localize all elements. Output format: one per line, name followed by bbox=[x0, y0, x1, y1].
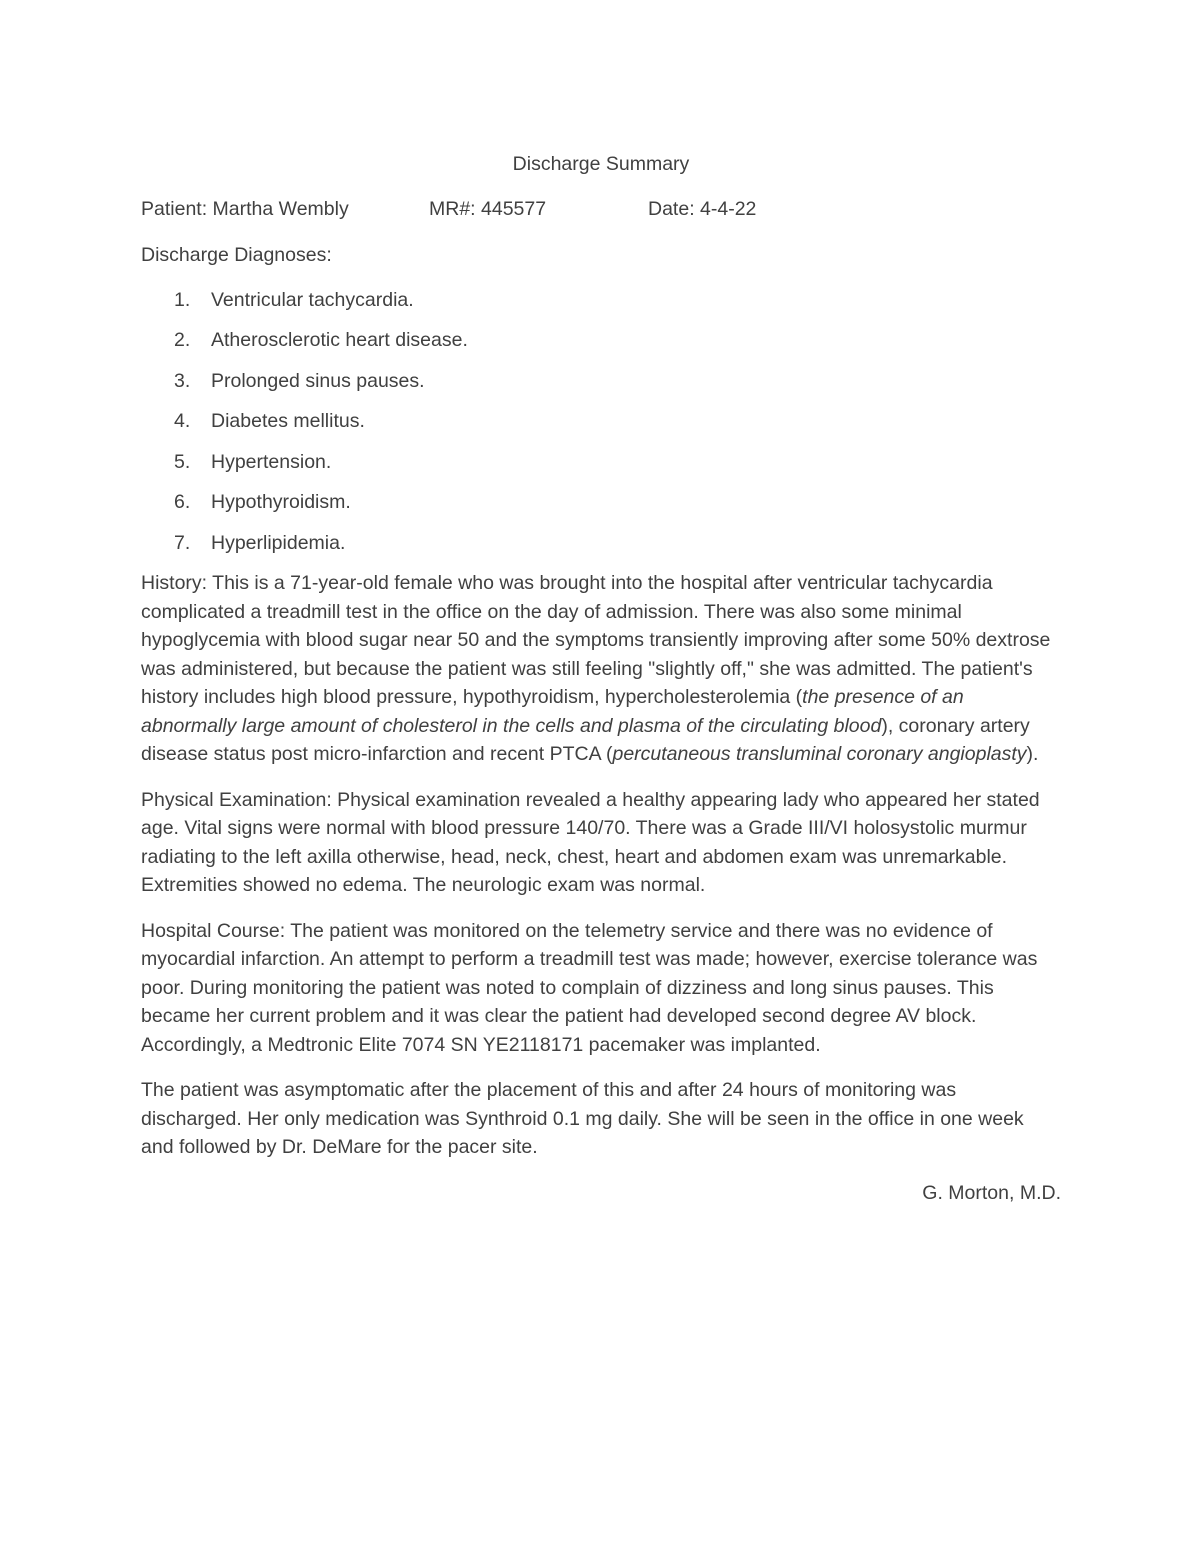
history-paragraph bbox=[141, 569, 1061, 769]
diagnosis-text: Ventricular tachycardia. bbox=[211, 288, 414, 311]
list-item bbox=[141, 407, 1061, 436]
patient-header bbox=[141, 195, 1061, 224]
list-item bbox=[141, 367, 1061, 396]
diagnosis-text: Hypertension. bbox=[211, 450, 332, 473]
item-number: 7. bbox=[174, 531, 191, 554]
diagnosis-text: Prolonged sinus pauses. bbox=[211, 369, 425, 392]
physical-exam-paragraph: Physical Examination: Physical examination revealed a healthy appearing lady who appeared her stated age. Vital signs were normal with blood pressure 140/70. There was a Grade III/VI holosystolic murmur radiating to the left axilla otherwise, head, neck, chest, heart and abdomen exam was unremarkable. Extremities showed no edema. The neurologic exam was normal. bbox=[141, 788, 1040, 896]
item-number: 3. bbox=[174, 369, 191, 392]
history-definition-2: percutaneous transluminal coronary angioplasty bbox=[612, 743, 1027, 765]
medical-record-number: MR#: 445577 bbox=[429, 197, 547, 220]
diagnosis-text: Diabetes mellitus. bbox=[211, 410, 365, 432]
diagnosis-text: Hyperlipidemia. bbox=[211, 531, 346, 554]
item-number: 4. bbox=[174, 410, 191, 432]
item-number: 2. bbox=[174, 329, 191, 351]
patient-name: Patient: Martha Wembly bbox=[141, 197, 349, 220]
history-text-2: ), coronary artery disease status post micro-infarction and recent PTCA ( bbox=[141, 714, 1030, 765]
diagnoses-heading: Discharge Diagnoses: bbox=[141, 244, 332, 266]
list-item bbox=[141, 529, 1061, 558]
diagnosis-text: Hypothyroidism. bbox=[211, 491, 351, 513]
list-item bbox=[141, 448, 1061, 477]
document-page bbox=[141, 150, 1061, 1207]
list-item bbox=[141, 326, 1061, 355]
item-number: 5. bbox=[174, 450, 191, 473]
hospital-course-paragraph: Hospital Course: The patient was monitored on the telemetry service and there was no evidence of myocardial infarction. An attempt to perform a treadmill test was made; however, exercise tolerance was poor. During monitoring the patient was noted to complain of dizziness and long sinus pauses. This became her current problem and it was clear the patient had developed second degree AV block. Accordingly, a Medtronic Elite 7074 SN YE2118171 pacemaker was implanted. bbox=[141, 919, 1038, 1056]
discharge-note-paragraph: The patient was asymptomatic after the placement of this and after 24 hours of monitoring was discharged. Her only medication was Synthroid 0.1 mg daily. She will be seen in the office in one week and followed by Dr. DeMare for the pacer site. bbox=[141, 1079, 1024, 1158]
list-item bbox=[141, 488, 1061, 517]
history-text-3: ). bbox=[1026, 743, 1039, 765]
document-title: Discharge Summary bbox=[512, 153, 690, 175]
history-text-1: History: This is a 71-year-old female who was brought into the hospital after ventricular tachycardia complicated a treadmill test in the office on the day of admission. There was also some minimal hypoglycemia with blood sugar near 50 and the symptoms transiently improving after some 50% dextrose was administered, but because the patient was still feeling "slightly off," she was admitted. The patient's history includes high blood pressure, hypothyroidism, hypercholesterolemia ( bbox=[141, 572, 1051, 708]
diagnoses-list bbox=[141, 286, 1061, 558]
list-item bbox=[141, 286, 1061, 315]
physician-signature: G. Morton, M.D. bbox=[922, 1181, 1061, 1204]
item-number: 1. bbox=[174, 288, 191, 311]
item-number: 6. bbox=[174, 491, 191, 513]
document-date: Date: 4-4-22 bbox=[648, 197, 757, 220]
history-definition-1: the presence of an abnormally large amount of cholesterol in the cells and plasma of the circulating blood bbox=[141, 686, 964, 737]
diagnosis-text: Atherosclerotic heart disease. bbox=[211, 329, 468, 351]
